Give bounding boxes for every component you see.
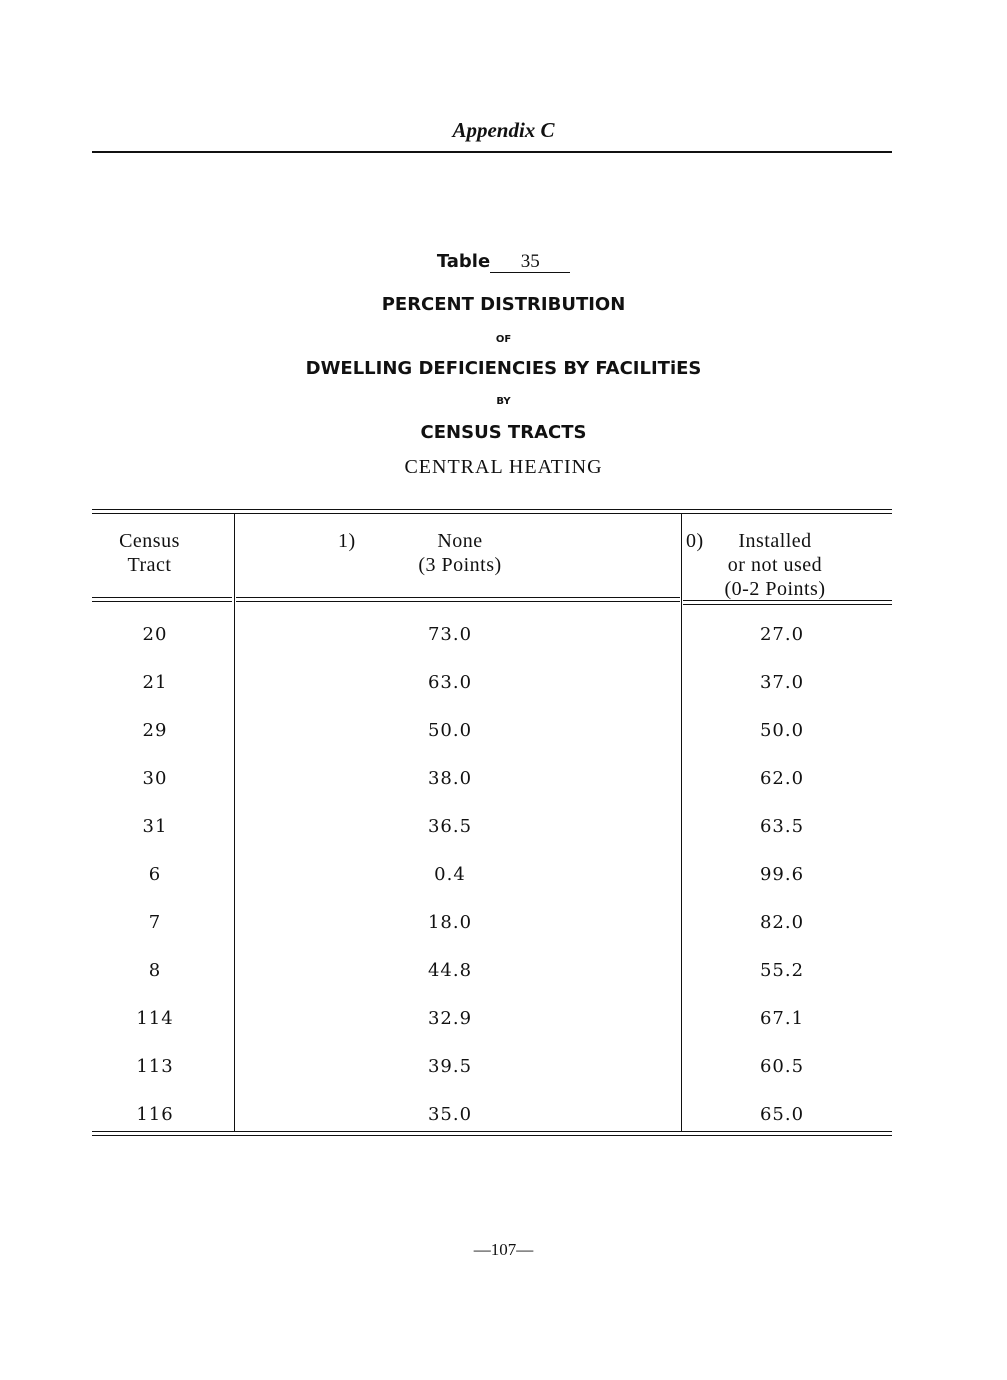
header-installed-line-3: (0-2 Points) xyxy=(724,578,826,600)
table-top-rule xyxy=(92,509,892,514)
cell-installed: 67.1 xyxy=(759,1008,805,1029)
cell-installed: 55.2 xyxy=(759,960,805,981)
cell-tract: 29 xyxy=(142,720,168,741)
cell-installed: 82.0 xyxy=(759,912,805,933)
title-line-1: PERCENT DISTRIBUTION xyxy=(381,294,626,315)
cell-tract: 114 xyxy=(136,1008,174,1029)
header-installed xyxy=(700,529,850,601)
cell-none: 50.0 xyxy=(427,720,473,741)
header-rule-col3 xyxy=(683,600,892,605)
title-line-5: CENSUS TRACTS xyxy=(420,422,587,443)
cell-installed: 60.5 xyxy=(759,1056,805,1077)
header-installed-code: 0) xyxy=(686,530,704,552)
table-bottom-rule xyxy=(92,1131,892,1136)
header-rule-col1 xyxy=(92,597,232,602)
cell-tract: 6 xyxy=(148,864,162,885)
cell-tract: 113 xyxy=(136,1056,174,1077)
header-installed-line-2: or not used xyxy=(727,554,823,576)
cell-installed: 50.0 xyxy=(759,720,805,741)
title-line-3: DWELLING DEFICIENCIES BY FACILITiES xyxy=(305,358,702,379)
column-divider-2 xyxy=(681,514,682,1132)
cell-none: 32.9 xyxy=(427,1008,473,1029)
cell-tract: 116 xyxy=(136,1104,174,1125)
cell-tract: 21 xyxy=(142,672,168,693)
header-none-line-2: (3 Points) xyxy=(418,554,502,576)
header-tract-line-1: Census xyxy=(119,530,180,552)
cell-installed: 63.5 xyxy=(759,816,805,837)
header-none xyxy=(380,529,540,577)
cell-installed: 27.0 xyxy=(759,624,805,645)
cell-none: 18.0 xyxy=(427,912,473,933)
header-census-tract xyxy=(92,529,207,577)
table-subtitle: CENTRAL HEATING xyxy=(404,456,603,478)
cell-none: 0.4 xyxy=(434,864,466,885)
cell-none: 44.8 xyxy=(427,960,473,981)
table-label xyxy=(0,251,1007,273)
appendix-heading: Appendix C xyxy=(452,118,555,142)
table-label-text: Table xyxy=(436,251,491,272)
cell-none: 63.0 xyxy=(427,672,473,693)
cell-installed: 62.0 xyxy=(759,768,805,789)
cell-tract: 31 xyxy=(142,816,168,837)
cell-installed: 65.0 xyxy=(759,1104,805,1125)
cell-installed: 37.0 xyxy=(759,672,805,693)
header-none-line-1: None xyxy=(437,530,483,552)
header-installed-line-1: Installed xyxy=(738,530,812,552)
cell-tract: 7 xyxy=(148,912,162,933)
page-number: —107— xyxy=(473,1240,534,1259)
cell-none: 38.0 xyxy=(427,768,473,789)
title-line-4: BY xyxy=(496,396,511,407)
cell-tract: 30 xyxy=(142,768,168,789)
cell-tract: 8 xyxy=(148,960,162,981)
cell-none: 39.5 xyxy=(427,1056,473,1077)
header-rule-col2 xyxy=(236,597,680,602)
cell-none: 73.0 xyxy=(427,624,473,645)
cell-none: 35.0 xyxy=(427,1104,473,1125)
cell-tract: 20 xyxy=(142,624,168,645)
table-number: 35 xyxy=(490,252,570,273)
header-rule xyxy=(92,151,892,153)
header-tract-line-2: Tract xyxy=(127,554,172,576)
column-divider-1 xyxy=(234,514,235,1132)
cell-none: 36.5 xyxy=(427,816,473,837)
cell-installed: 99.6 xyxy=(759,864,805,885)
title-line-2: OF xyxy=(495,334,512,345)
header-none-code: 1) xyxy=(338,530,356,552)
